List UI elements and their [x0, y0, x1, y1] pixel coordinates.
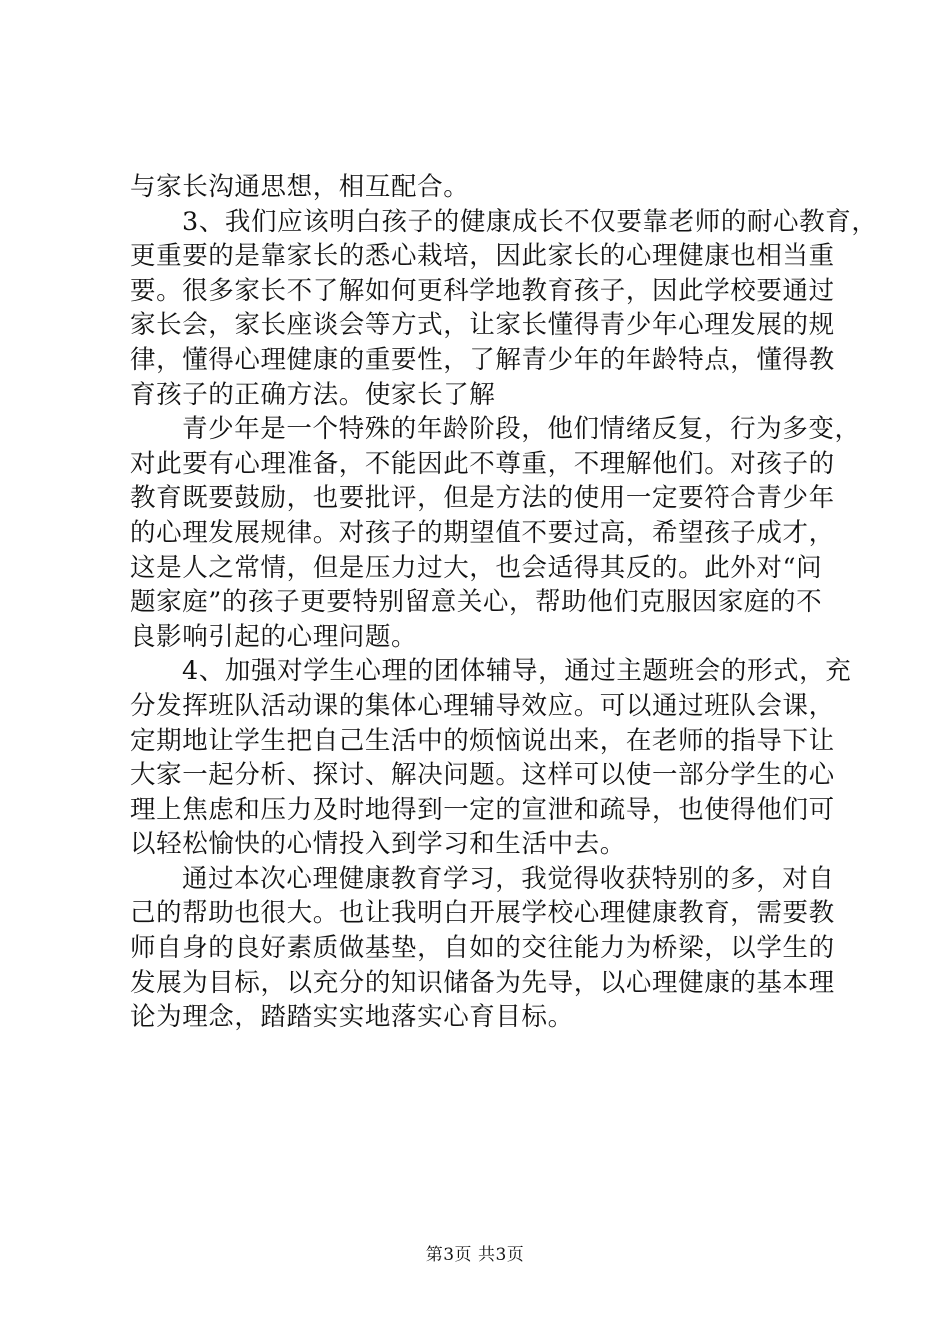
text-line: 与家长沟通思想，相互配合。 — [130, 172, 470, 202]
text-line: 教育既要鼓励，也要批评，但是方法的使用一定要符合青少年 — [130, 483, 835, 514]
text-line: 题家庭”的孩子更要特别留意关心，帮助他们克服因家庭的不 — [130, 587, 823, 618]
text-line: 的心理发展规律。对孩子的期望值不要过高，希望孩子成才， — [130, 517, 835, 548]
text-line: 要。很多家长不了解如何更科学地教育孩子，因此学校要通过 — [130, 275, 835, 306]
text-line: 发展为目标，以充分的知识储备为先导，以心理健康的基本理 — [130, 967, 835, 998]
text-line: 家长会，家长座谈会等方式，让家长懂得青少年心理发展的规 — [130, 310, 835, 341]
text-line: 以轻松愉快的心情投入到学习和生活中去。 — [130, 829, 626, 860]
text-line: 3、我们应该明白孩子的健康成长不仅要靠老师的耐心教育， — [182, 206, 878, 237]
text-line: 理上焦虑和压力及时地得到一定的宣泄和疏导，也使得他们可 — [130, 794, 835, 825]
text-line: 通过本次心理健康教育学习，我觉得收获特别的多，对自 — [182, 863, 835, 894]
text-line: 更重要的是靠家长的悉心栽培，因此家长的心理健康也相当重 — [130, 241, 835, 272]
text-line: 良影响引起的心理问题。 — [130, 621, 418, 652]
text-line: 师自身的良好素质做基垫，自如的交往能力为桥梁，以学生的 — [130, 933, 835, 964]
page-footer: 第3页 共3页 — [425, 1245, 525, 1265]
text-line: 这是人之常情，但是压力过大，也会适得其反的。此外对“问 — [130, 552, 823, 583]
document-body — [130, 170, 878, 1035]
text-line: 分发挥班队活动课的集体心理辅导效应。可以通过班队会课， — [130, 690, 835, 721]
text-line: 论为理念，踏踏实实地落实心育目标。 — [130, 1002, 574, 1033]
text-line: 大家一起分析、探讨、解决问题。这样可以使一部分学生的心 — [130, 760, 835, 791]
text-line: 律，懂得心理健康的重要性，了解青少年的年龄特点，懂得教 — [130, 344, 835, 375]
text-line: 青少年是一个特殊的年龄阶段，他们情绪反复，行为多变， — [182, 414, 861, 445]
text-line: 己的帮助也很大。也让我明白开展学校心理健康教育，需要教 — [130, 898, 835, 929]
text-line: 育孩子的正确方法。使家长了解 — [130, 379, 496, 410]
text-line: 定期地让学生把自己生活中的烦恼说出来，在老师的指导下让 — [130, 725, 835, 756]
text-line: 4、加强对学生心理的团体辅导，通过主题班会的形式，充 — [182, 656, 852, 687]
text-line: 对此要有心理准备，不能因此不尊重，不理解他们。对孩子的 — [130, 448, 835, 479]
